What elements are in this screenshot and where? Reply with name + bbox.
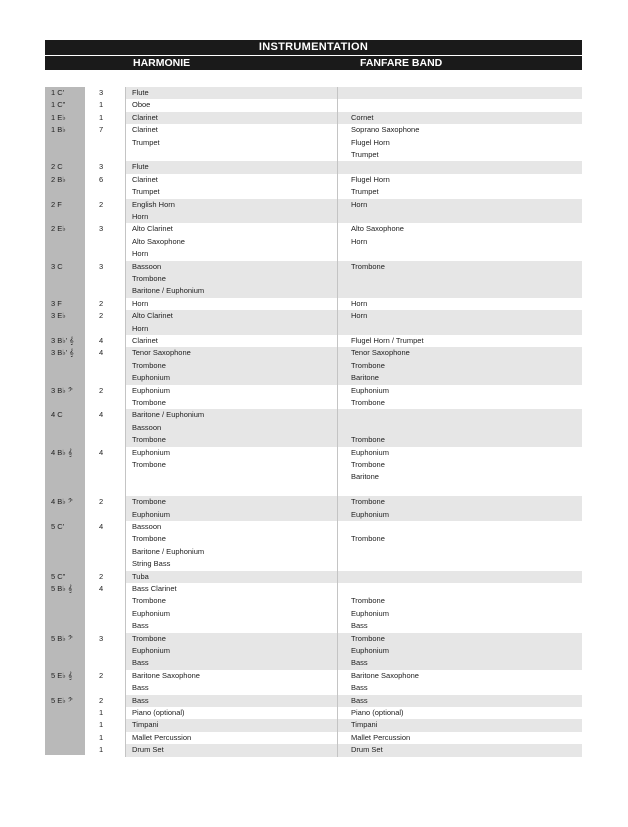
fanfare-instrument: Flugel Horn / Trumpet: [351, 336, 424, 345]
part-count: 4: [99, 522, 104, 531]
table-row: [45, 385, 582, 410]
harmonie-instrument: Trombone: [132, 274, 166, 283]
part-key: 3 B♭' 𝄞: [51, 336, 74, 345]
harmonie-instruments: [132, 112, 158, 124]
part-count: 1: [99, 745, 104, 755]
table-row: [45, 112, 582, 124]
row-left-rule: [125, 496, 126, 521]
harmonie-instrument: Piano (optional): [132, 708, 185, 717]
fanfare-instrument: Horn: [351, 236, 368, 246]
part-count: 3: [99, 261, 104, 271]
column-divider: [337, 310, 338, 335]
table-row: [45, 335, 582, 347]
harmonie-instrument: Euphonium: [132, 646, 170, 655]
row-left-rule: [125, 87, 126, 99]
fanfare-instruments: [351, 521, 385, 546]
fanfare-instrument: Flugel Horn: [351, 174, 390, 184]
part-key: 1 B♭: [51, 125, 66, 135]
harmonie-instrument: Flute: [132, 162, 149, 172]
column-divider: [337, 633, 338, 670]
harmonie-instrument: [132, 471, 170, 483]
fanfare-instrument: Baritone: [351, 472, 379, 482]
row-left-rule: [125, 112, 126, 124]
table-row: [45, 583, 582, 633]
harmonie-instrument: Trombone: [132, 633, 166, 643]
harmonie-instruments: [132, 161, 149, 173]
part-count: 4: [99, 447, 104, 457]
column-divider: [337, 571, 338, 583]
harmonie-instrument: Euphonium: [132, 608, 170, 618]
column-divider: [337, 99, 338, 111]
row-stripe: [125, 161, 582, 173]
part-count: 4: [99, 410, 104, 420]
column-divider: [337, 174, 338, 199]
column-divider: [337, 87, 338, 99]
column-divider: [337, 744, 338, 756]
fanfare-instruments: [351, 707, 404, 719]
table-row: [45, 87, 582, 99]
column-divider: [337, 719, 338, 731]
table-row: [45, 298, 582, 310]
column-divider: [337, 347, 338, 384]
part-count: 1: [99, 708, 104, 717]
fanfare-instrument: Baritone Saxophone: [351, 670, 419, 680]
harmonie-instruments: [132, 261, 204, 298]
part-key: 5 B♭ 𝄢: [51, 633, 73, 643]
harmonie-instruments: [132, 298, 148, 310]
fanfare-instruments: [351, 261, 385, 273]
fanfare-instruments: [351, 409, 385, 446]
fanfare-instrument: Soprano Saxophone: [351, 125, 420, 135]
harmonie-instrument: Trumpet: [132, 187, 160, 197]
harmonie-instrument: [132, 149, 160, 161]
fanfare-instrument: Trumpet: [351, 150, 379, 159]
table-row: [45, 261, 582, 298]
row-left-rule: [125, 161, 126, 173]
harmonie-instrument: Tenor Saxophone: [132, 348, 191, 358]
fanfare-instruments: [351, 447, 389, 497]
harmonie-instrument: Trombone: [132, 497, 166, 507]
fanfare-instruments: [351, 199, 367, 211]
row-left-rule: [125, 409, 126, 446]
harmonie-instrument: Baritone Saxophone: [132, 670, 200, 680]
row-left-rule: [125, 521, 126, 571]
header-fanfare-band: FANFARE BAND: [360, 57, 443, 69]
row-left-rule: [125, 385, 126, 410]
harmonie-instruments: [132, 719, 158, 731]
part-count: 2: [99, 695, 104, 705]
part-key: 3 C: [51, 261, 63, 271]
table-row: [45, 174, 582, 199]
fanfare-instruments: [351, 695, 368, 707]
fanfare-instruments: [351, 496, 389, 521]
part-count: 3: [99, 633, 104, 643]
table-row: [45, 99, 582, 111]
table-row: [45, 521, 582, 571]
harmonie-instrument: Trombone: [132, 435, 166, 445]
harmonie-instrument: Horn: [132, 323, 149, 333]
fanfare-instrument: Drum Set: [351, 745, 383, 755]
harmonie-instrument: Euphonium: [132, 385, 170, 395]
row-left-rule: [125, 223, 126, 260]
harmonie-instruments: [132, 496, 170, 521]
harmonie-instruments: [132, 695, 149, 707]
harmonie-instruments: [132, 732, 191, 744]
harmonie-instrument: Bass: [132, 695, 149, 705]
part-count: 2: [99, 199, 104, 209]
harmonie-instrument: Trombone: [132, 360, 166, 370]
row-stripe: [125, 99, 582, 111]
part-key: 3 E♭: [51, 311, 66, 321]
harmonie-instrument: Clarinet: [132, 125, 158, 135]
row-left-rule: [125, 124, 126, 161]
harmonie-instrument: Baritone / Euphonium: [132, 410, 205, 420]
part-count: 1: [99, 732, 104, 742]
part-count: 1: [99, 100, 104, 110]
row-left-rule: [125, 174, 126, 199]
harmonie-instruments: [132, 385, 170, 410]
column-divider: [337, 695, 338, 707]
harmonie-instrument: Timpani: [132, 720, 159, 730]
fanfare-instrument: Flugel Horn: [351, 137, 390, 147]
part-count: 2: [99, 311, 104, 321]
fanfare-instrument: Bass: [351, 621, 368, 631]
fanfare-instrument: Trombone: [351, 261, 385, 271]
row-left-rule: [125, 447, 126, 497]
part-key: 5 B♭ 𝄞: [51, 584, 73, 593]
part-count: 2: [99, 385, 104, 395]
column-divider: [337, 732, 338, 744]
fanfare-instrument: Euphonium: [351, 509, 389, 519]
harmonie-instrument: Clarinet: [132, 336, 158, 345]
harmonie-instrument: Drum Set: [132, 745, 164, 755]
harmonie-instruments: [132, 335, 158, 347]
instrumentation-table: [45, 87, 582, 755]
part-count: 6: [99, 174, 104, 184]
fanfare-instrument: Trombone: [351, 534, 385, 544]
column-divider: [337, 112, 338, 124]
harmonie-instrument: Baritone / Euphonium: [132, 286, 205, 296]
column-divider: [337, 707, 338, 719]
fanfare-instrument: Trombone: [351, 360, 385, 370]
fanfare-instrument: Mallet Percussion: [351, 732, 411, 742]
fanfare-instrument: Euphonium: [351, 385, 389, 395]
row-left-rule: [125, 199, 126, 224]
fanfare-instrument: [351, 521, 385, 533]
column-divider: [337, 583, 338, 633]
harmonie-instruments: [132, 99, 150, 111]
harmonie-instrument: Bassoon: [132, 522, 162, 531]
part-key: 2 B♭: [51, 174, 66, 184]
harmonie-instrument: Trumpet: [132, 137, 160, 147]
row-stripe: [125, 87, 582, 99]
fanfare-instrument: Trombone: [351, 398, 385, 407]
part-key: 4 B♭ 𝄢: [51, 497, 73, 507]
fanfare-instrument: Piano (optional): [351, 708, 404, 717]
row-left-rule: [125, 298, 126, 310]
fanfare-instruments: [351, 744, 383, 756]
harmonie-instruments: [132, 347, 191, 384]
harmonie-instrument: Bass: [132, 658, 149, 668]
fanfare-instrument: Euphonium: [351, 608, 389, 618]
table-row: [45, 695, 582, 707]
fanfare-instruments: [351, 124, 419, 161]
harmonie-instruments: [132, 583, 177, 633]
fanfare-instruments: [351, 583, 389, 633]
part-count: 2: [99, 670, 104, 680]
harmonie-instrument: Clarinet: [132, 174, 158, 184]
fanfare-instrument: [351, 422, 385, 434]
row-left-rule: [125, 347, 126, 384]
table-row: [45, 670, 582, 695]
column-divider: [337, 409, 338, 446]
row-left-rule: [125, 310, 126, 335]
harmonie-instrument: Bass: [132, 683, 149, 693]
table-row: [45, 124, 582, 161]
fanfare-instruments: [351, 347, 410, 384]
fanfare-instrument: Timpani: [351, 720, 378, 730]
fanfare-instrument: Alto Saxophone: [351, 224, 404, 234]
fanfare-instrument: Euphonium: [351, 646, 389, 655]
harmonie-instrument: Alto Saxophone: [132, 236, 185, 246]
harmonie-instrument: Alto Clarinet: [132, 311, 173, 321]
fanfare-instrument: Bass: [351, 683, 368, 693]
row-left-rule: [125, 583, 126, 633]
row-left-rule: [125, 261, 126, 298]
fanfare-instruments: [351, 633, 389, 670]
column-divider: [337, 298, 338, 310]
fanfare-instrument: Euphonium: [351, 447, 389, 457]
fanfare-instrument: Horn: [351, 199, 368, 209]
fanfare-instrument: Trumpet: [351, 187, 379, 197]
part-key: 1 C': [51, 88, 65, 97]
table-row: [45, 719, 582, 731]
harmonie-instruments: [132, 447, 170, 497]
column-divider: [337, 223, 338, 260]
column-divider: [337, 385, 338, 410]
harmonie-instruments: [132, 223, 185, 260]
column-divider: [337, 199, 338, 224]
harmonie-instrument: [132, 484, 170, 496]
fanfare-instrument: Horn: [351, 298, 368, 308]
harmonie-instrument: Trombone: [132, 460, 166, 469]
harmonie-instrument: Horn: [132, 298, 149, 308]
fanfare-instruments: [351, 112, 374, 124]
fanfare-instruments: [351, 670, 419, 695]
fanfare-instrument: Trombone: [351, 460, 385, 469]
part-count: 3: [99, 224, 104, 234]
fanfare-instruments: [351, 223, 404, 248]
fanfare-instruments: [351, 174, 390, 199]
part-count: 2: [99, 298, 104, 308]
row-left-rule: [125, 571, 126, 583]
fanfare-instruments: [351, 298, 367, 310]
table-row: [45, 409, 582, 446]
harmonie-instrument: Clarinet: [132, 112, 158, 122]
table-row: [45, 199, 582, 224]
table-row: [45, 496, 582, 521]
harmonie-instruments: [132, 409, 204, 446]
row-left-rule: [125, 744, 126, 756]
part-key: 1 C": [51, 100, 66, 110]
part-count: 2: [99, 497, 104, 507]
harmonie-instruments: [132, 744, 164, 756]
part-count: 4: [99, 348, 104, 358]
part-key: 3 B♭' 𝄞: [51, 348, 74, 358]
column-divider: [337, 161, 338, 173]
part-key: 4 C: [51, 410, 63, 420]
harmonie-instrument: Euphonium: [132, 373, 170, 383]
harmonie-instrument: Alto Clarinet: [132, 224, 173, 234]
fanfare-instrument: [351, 583, 389, 595]
harmonie-instruments: [132, 174, 160, 199]
row-left-rule: [125, 633, 126, 670]
part-key: 5 E♭ 𝄞: [51, 670, 73, 680]
row-left-rule: [125, 707, 126, 719]
fanfare-instrument: Bass: [351, 658, 368, 668]
harmonie-instrument: English Horn: [132, 199, 175, 209]
part-count: 2: [99, 571, 104, 581]
harmonie-instruments: [132, 521, 204, 571]
column-divider: [337, 670, 338, 695]
harmonie-instrument: Oboe: [132, 100, 151, 110]
fanfare-instruments: [351, 719, 377, 731]
table-row: [45, 447, 582, 497]
fanfare-instrument: Trombone: [351, 435, 385, 445]
table-row: [45, 223, 582, 260]
part-count: 3: [99, 88, 104, 97]
harmonie-instrument: Tuba: [132, 571, 149, 581]
harmonie-instrument: Bass: [132, 621, 149, 631]
fanfare-instrument: Baritone: [351, 373, 379, 383]
table-row: [45, 633, 582, 670]
harmonie-instruments: [132, 87, 149, 99]
harmonie-instrument: Mallet Percussion: [132, 732, 192, 742]
part-count: 1: [99, 720, 104, 730]
harmonie-instruments: [132, 670, 200, 695]
part-key: 1 E♭: [51, 112, 66, 122]
part-count: 4: [99, 584, 104, 593]
harmonie-instruments: [132, 571, 149, 583]
fanfare-instruments: [351, 385, 389, 410]
header-harmonie: HARMONIE: [133, 57, 191, 69]
table-row: [45, 571, 582, 583]
harmonie-instrument: Baritone / Euphonium: [132, 546, 205, 556]
harmonie-instruments: [132, 707, 185, 719]
row-left-rule: [125, 335, 126, 347]
part-count: 3: [99, 162, 104, 172]
fanfare-instrument: Cornet: [351, 112, 374, 122]
harmonie-instrument: String Bass: [132, 559, 171, 569]
harmonie-instrument: Trombone: [132, 534, 166, 544]
fanfare-instruments: [351, 335, 424, 347]
harmonie-instruments: [132, 199, 175, 224]
harmonie-instrument: Horn: [132, 249, 149, 259]
fanfare-instruments: [351, 310, 367, 322]
column-divider: [337, 496, 338, 521]
row-left-rule: [125, 695, 126, 707]
column-divider: [337, 261, 338, 298]
part-count: 7: [99, 125, 104, 135]
harmonie-instruments: [132, 633, 170, 670]
fanfare-instruments: [351, 732, 410, 744]
row-left-rule: [125, 670, 126, 695]
fanfare-instrument: [351, 409, 385, 421]
table-row: [45, 347, 582, 384]
fanfare-instrument: Tenor Saxophone: [351, 348, 410, 358]
part-key: 4 B♭ 𝄞: [51, 447, 73, 457]
fanfare-instrument: Trombone: [351, 596, 385, 606]
row-left-rule: [125, 732, 126, 744]
harmonie-instrument: Bassoon: [132, 261, 162, 271]
harmonie-instrument: Bassoon: [132, 422, 162, 432]
part-count: 4: [99, 336, 104, 345]
harmonie-instrument: Bass Clarinet: [132, 584, 177, 593]
column-header-bar: [45, 56, 582, 70]
part-key: 5 C': [51, 522, 65, 531]
harmonie-instrument: Horn: [132, 212, 149, 221]
harmonie-instrument: Trombone: [132, 398, 166, 407]
table-row: [45, 310, 582, 335]
column-divider: [337, 124, 338, 161]
row-stripe: [125, 571, 582, 583]
fanfare-instrument: Bass: [351, 695, 368, 705]
part-key: 2 E♭: [51, 224, 66, 234]
column-divider: [337, 521, 338, 571]
harmonie-instrument: Trombone: [132, 596, 166, 606]
table-row: [45, 744, 582, 756]
harmonie-instruments: [132, 124, 160, 161]
part-key: 3 F: [51, 298, 62, 308]
part-key: 5 E♭ 𝄢: [51, 695, 73, 705]
fanfare-instrument: [351, 484, 389, 496]
part-key: 2 C: [51, 162, 63, 172]
column-divider: [337, 447, 338, 497]
harmonie-instrument: Euphonium: [132, 447, 170, 457]
row-left-rule: [125, 99, 126, 111]
row-left-rule: [125, 719, 126, 731]
fanfare-instrument: Horn: [351, 311, 368, 321]
part-key: 2 F: [51, 199, 62, 209]
harmonie-instrument: Euphonium: [132, 509, 170, 519]
part-key: 5 C": [51, 571, 66, 581]
table-row: [45, 707, 582, 719]
column-divider: [337, 335, 338, 347]
fanfare-instrument: Trombone: [351, 633, 385, 643]
part-count: 1: [99, 112, 104, 122]
page-title: INSTRUMENTATION: [45, 40, 582, 55]
harmonie-instrument: Flute: [132, 88, 149, 97]
fanfare-instrument: Trombone: [351, 497, 385, 507]
part-key: 3 B♭ 𝄢: [51, 385, 73, 395]
table-row: [45, 732, 582, 744]
harmonie-instruments: [132, 310, 173, 335]
table-row: [45, 161, 582, 173]
